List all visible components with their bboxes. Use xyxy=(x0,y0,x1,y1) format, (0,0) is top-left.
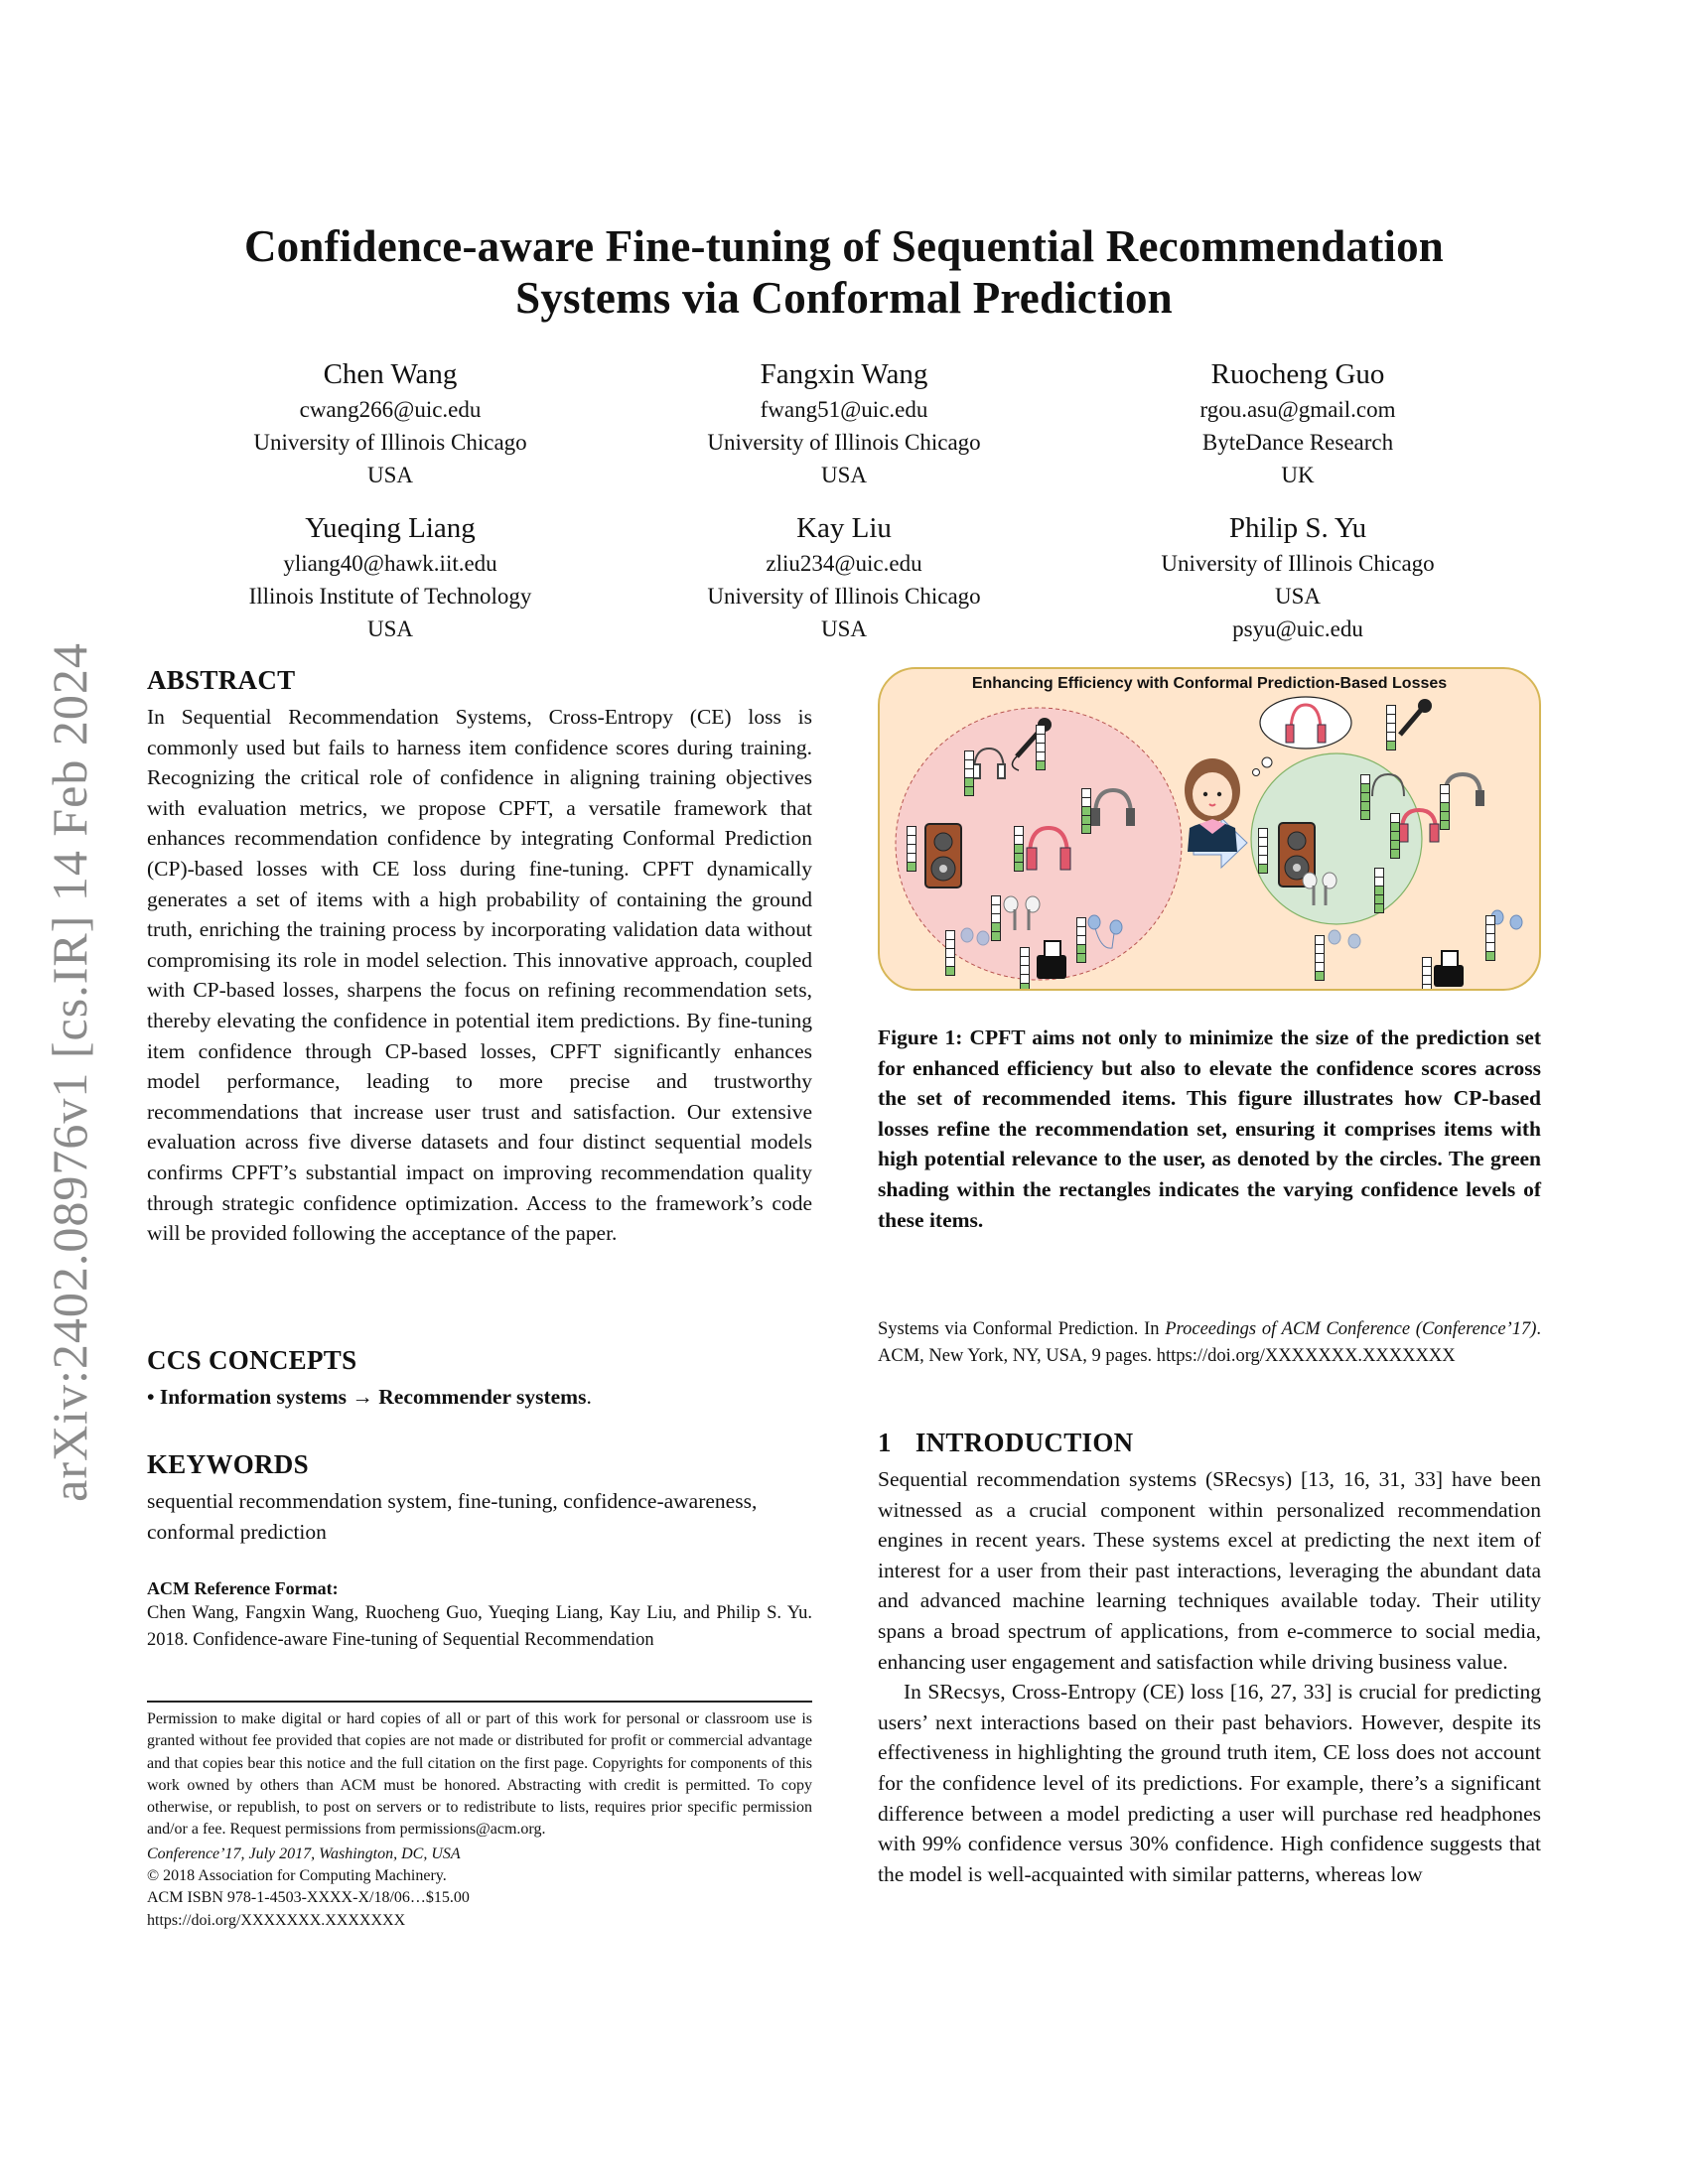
author-email: fwang51@uic.edu xyxy=(760,397,928,422)
confidence-bar xyxy=(1258,828,1268,874)
abstract-text: In Sequential Recommendation Systems, Cross-Entropy (CE) loss is commonly used but fails to harness item confidence scores during training. Recognizing the critical role of confidence in aligning training objectives with evaluation metrics, we propose CPFT, a versatile framework that enhances recommendation confidence by integrating Conformal Prediction (CP)-based losses with CE loss during fine-tuning. CPFT dynamically generates a set of items with a high probability of containing the ground truth, enriching the training process by incorporating validation data without compromising its role in model selection. This innovative approach, coupled with CP-based losses, sharpens the focus on refining recommendation sets, thereby elevating the confidence in potential item predictions. By fine-tuning item confidence through CP-based losses, CPFT significantly enhances model performance, leading to more precise and trustworthy recommendations that increase user trust and satisfaction. Our extensive evaluation across five diverse datasets and four distinct sequential models confirms CPFT’s substantial impact on improving recommendation quality through strategic confidence optimization. Access to the framework’s code will be provided following the acceptance of the paper. xyxy=(147,705,812,1246)
keywords-text: sequential recommendation system, fine-tuning, confidence-awareness, conformal prediction xyxy=(147,1489,758,1544)
author-card xyxy=(1079,509,1516,645)
abstract-section xyxy=(147,665,812,1249)
author-country: USA xyxy=(1274,584,1321,609)
acm-reference-section xyxy=(147,1576,812,1654)
microphone-icon xyxy=(1400,699,1432,735)
confidence-bar xyxy=(1386,705,1396,751)
figure-title: Enhancing Efficiency with Conformal Prediction-Based Losses xyxy=(971,675,1448,692)
isbn-line: ACM ISBN 978-1-4503-XXXX-X/18/06…$15.00 xyxy=(147,1889,470,1907)
confidence-bar xyxy=(1360,774,1370,820)
author-country: UK xyxy=(1281,463,1315,487)
introduction-section xyxy=(878,1428,1541,1889)
confidence-bar xyxy=(907,826,916,872)
author-name: Yueqing Liang xyxy=(305,512,476,544)
author-name: Philip S. Yu xyxy=(1228,512,1367,544)
author-country: USA xyxy=(366,463,413,487)
permission-text: Permission to make digital or hard copies of all or part of this work for personal or classroom use is granted without fee provided that copies are not made or distributed for profit or commercial advantage and that copies bear this notice and the full citation on the first page. Copyrights for components of this work owned by others than ACM must be honored. Abstracting with credit is permitted. To copy otherwise, or republish, to post on servers or to redistribute to lists, requires prior specific permission and/or a fee. Request permissions from permissions@acm.org. xyxy=(147,1710,812,1839)
abstract-heading: ABSTRACT xyxy=(147,665,296,695)
ccs-item: • Information systems → Recommender systems xyxy=(147,1385,587,1409)
doi-link[interactable]: https://doi.org/XXXXXXX.XXXXXXX xyxy=(147,1911,406,1929)
footnote-divider xyxy=(147,1701,812,1703)
section-number: 1 xyxy=(878,1428,892,1457)
author-card xyxy=(172,509,609,645)
proceedings-title: Proceedings of ACM Conference (Conference’17) xyxy=(1165,1319,1537,1339)
confidence-bar xyxy=(1390,813,1400,859)
arxiv-side-stamp xyxy=(40,596,99,1549)
acm-reference-heading: ACM Reference Format: xyxy=(147,1578,339,1598)
printer-icon xyxy=(1434,951,1464,987)
acm-reference-continuation: Systems via Conformal Prediction. In Proceedings of ACM Conference (Conference’17). ACM, New York, NY, USA, 9 pages. https://doi.org/XXXXXXX.XXXXXXX xyxy=(878,1319,1541,1366)
author-card xyxy=(626,355,1062,491)
figure-caption: Figure 1: CPFT aims not only to minimize the size of the prediction set for enhanced efficiency but also to elevate the confidence scores across the set of recommended items. This figure illustrates how CP-based losses refine the recommendation set, ensuring it comprises items with high potential relevance to the user, as denoted by the circles. The green shading within the rectangles indicates the varying confidence levels of these items. xyxy=(878,1025,1541,1232)
confidence-bar xyxy=(1076,917,1086,963)
arxiv-identifier: arXiv:2402.08976v1 [cs.IR] 14 Feb 2024 xyxy=(42,642,97,1502)
author-email: rgou.asu@gmail.com xyxy=(1199,397,1396,422)
confidence-bar xyxy=(1374,868,1384,913)
ccs-section xyxy=(147,1345,812,1413)
author-email: cwang266@uic.edu xyxy=(299,397,482,422)
confidence-bar xyxy=(1020,947,1030,991)
conference-info: Conference’17, July 2017, Washington, DC, USA xyxy=(147,1844,461,1862)
title-line-1: Confidence-aware Fine-tuning of Sequential Recommendation xyxy=(243,221,1445,271)
author-country: USA xyxy=(366,616,413,641)
author-affiliation: University of Illinois Chicago xyxy=(1161,551,1435,576)
confidence-bar xyxy=(1081,788,1091,834)
confidence-bar xyxy=(945,930,955,976)
keywords-section xyxy=(147,1449,812,1547)
author-card xyxy=(172,355,609,491)
intro-paragraph-1: Sequential recommendation systems (SRecsys) [13, 16, 31, 33] have been witnessed as a crucial component within personalized recommendation engines in recent years. These systems excel at predicting the next item of interest for a user from their past interactions, leveraging the abundant data and advanced machine learning techniques available today. Their utility spans a broad spectrum of applications, from e-commerce to social media, enhancing user engagement and satisfaction while driving business value. xyxy=(878,1467,1541,1674)
author-country: USA xyxy=(820,463,867,487)
author-affiliation: Illinois Institute of Technology xyxy=(248,584,532,609)
author-email: zliu234@uic.edu xyxy=(766,551,922,576)
user-avatar-icon xyxy=(1185,758,1240,852)
confidence-bar xyxy=(964,751,974,796)
confidence-bar xyxy=(1422,957,1432,991)
permission-notice xyxy=(147,1708,812,1932)
introduction-heading: 1 INTRODUCTION xyxy=(878,1428,1134,1457)
author-affiliation: University of Illinois Chicago xyxy=(707,430,981,455)
paper-title xyxy=(129,220,1559,324)
earphones-icon xyxy=(1329,930,1360,948)
author-affiliation: ByteDance Research xyxy=(1201,430,1394,455)
author-card xyxy=(1079,355,1516,491)
author-country: USA xyxy=(820,616,867,641)
author-name: Fangxin Wang xyxy=(760,358,928,390)
earphones-icon xyxy=(1491,910,1522,929)
author-name: Chen Wang xyxy=(323,358,458,390)
title-line-2: Systems via Conformal Prediction xyxy=(515,273,1173,323)
confidence-bar xyxy=(1014,826,1024,872)
ccs-heading: CCS CONCEPTS xyxy=(147,1345,357,1375)
keywords-heading: KEYWORDS xyxy=(147,1449,309,1479)
confidence-bar xyxy=(991,895,1001,941)
confidence-bar xyxy=(1485,915,1495,961)
author-affiliation: University of Illinois Chicago xyxy=(253,430,527,455)
author-affiliation: University of Illinois Chicago xyxy=(707,584,981,609)
figure-1 xyxy=(878,667,1541,991)
confidence-bar xyxy=(1440,784,1450,830)
speaker-icon xyxy=(925,824,961,887)
confidence-bar xyxy=(1036,725,1046,770)
confidence-bar xyxy=(1315,935,1325,981)
author-card xyxy=(626,509,1062,645)
intro-paragraph-2: In SRecsys, Cross-Entropy (CE) loss [16, 27, 33] is crucial for predicting users’ next interactions based on their past behaviors. However, despite its effectiveness in highlighting the ground truth item, CE loss does not account for the confidence level of its predictions. For example, there’s a significant difference between a model predicting a user will purchase red headphones with 99% confidence versus 30% confidence. High confidence suggests that the model is well-acquainted with similar patterns, whereas low xyxy=(878,1680,1541,1886)
author-name: Ruocheng Guo xyxy=(1210,358,1385,390)
author-name: Kay Liu xyxy=(796,512,892,544)
copyright-line: © 2018 Association for Computing Machinery. xyxy=(147,1867,447,1885)
author-email: psyu@uic.edu xyxy=(1232,616,1363,641)
author-email: yliang40@hawk.iit.edu xyxy=(283,551,497,576)
ccs-concepts: • Information systems → Recommender systems. xyxy=(147,1385,592,1409)
acm-reference-text: Chen Wang, Fangxin Wang, Ruocheng Guo, Yueqing Liang, Kay Liu, and Philip S. Yu. 2018. Confidence-aware Fine-tuning of Sequential Recommendation xyxy=(147,1603,812,1650)
